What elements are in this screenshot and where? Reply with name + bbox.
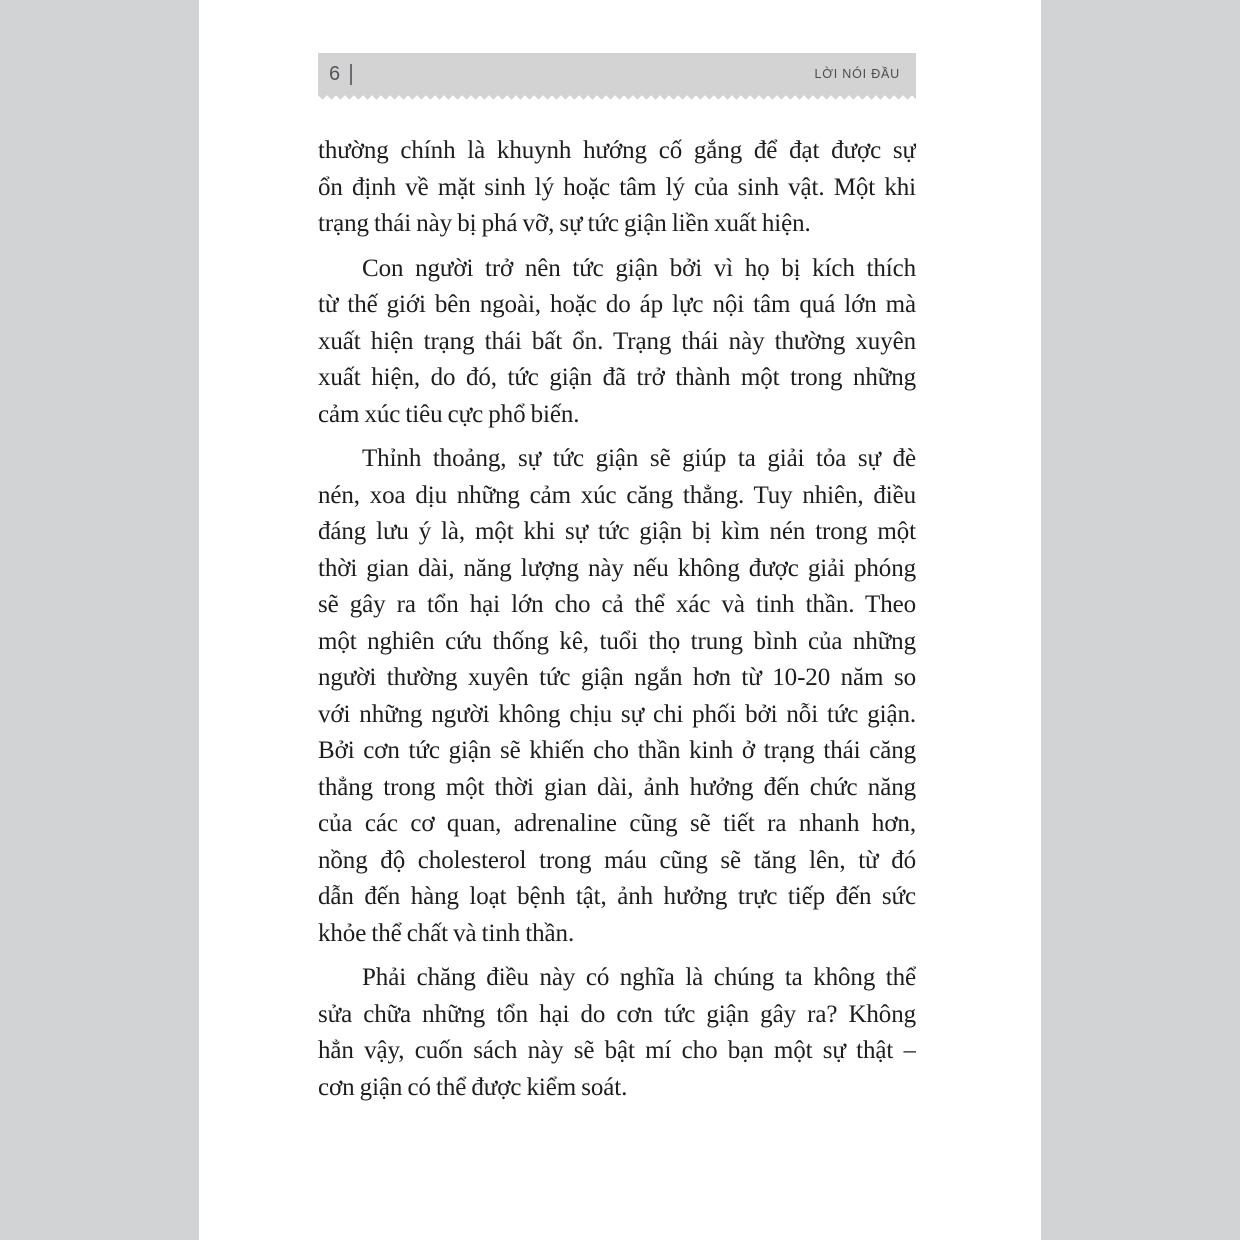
text-line: sẽ gây ra tổn hại lớn cho cả thể xác và tinh thần. Theo — [318, 591, 916, 618]
text-line: thời gian dài, năng lượng này nếu không được giải phóng — [318, 554, 916, 582]
text-line: Phải chăng điều này có nghĩa là chúng ta không thể — [362, 964, 916, 991]
text-line: một nghiên cứu thống kê, tuổi thọ trung bình của những — [318, 627, 916, 655]
text-line: thẳng trong một thời gian dài, ảnh hưởng đến chức năng — [318, 773, 916, 801]
text-line: xuất hiện trạng thái bất ổn. Trạng thái này thường xuyên — [318, 327, 916, 355]
text-line: nén, xoa dịu những cảm xúc căng thẳng. Tuy nhiên, điều — [318, 481, 916, 509]
text-line: hẳn vậy, cuốn sách này sẽ bật mí cho bạn một sự thật – — [318, 1037, 916, 1064]
text-line: Con người trở nên tức giận bởi vì họ bị kích thích — [362, 254, 916, 282]
page-number-group — [329, 63, 352, 86]
text-line: dẫn đến hàng loạt bệnh tật, ảnh hưởng trực tiếp đến sức — [318, 883, 916, 910]
text-line: Bởi cơn tức giận sẽ khiến cho thần kinh ở trạng thái căng — [318, 737, 916, 764]
text-line: khỏe thể chất và tinh thần. — [318, 919, 575, 947]
text-line: thường chính là khuynh hướng cố gắng để đạt được sự — [318, 137, 916, 164]
text-line: ổn định về mặt sinh lý hoặc tâm lý của sinh vật. Một khi — [318, 173, 916, 201]
paragraph — [318, 960, 916, 1106]
running-head — [318, 53, 916, 95]
right-margin-bar — [1041, 0, 1240, 1240]
paragraph — [318, 133, 916, 243]
text-line: từ thế giới bên ngoài, hoặc do áp lực nội tâm quá lớn mà — [318, 291, 916, 318]
paragraph — [318, 441, 916, 952]
left-margin-bar — [0, 0, 199, 1240]
text-line: với những người không chịu sự chi phối bởi nỗi tức giận. — [318, 700, 916, 728]
section-title: LỜI NÓI ĐẦU — [814, 67, 900, 81]
text-line: Thỉnh thoảng, sự tức giận sẽ giúp ta giải tỏa sự đè — [362, 445, 916, 472]
body-text — [318, 133, 916, 1114]
page-number: 6 — [329, 62, 341, 85]
text-line: nồng độ cholesterol trong máu cũng sẽ tăng lên, từ đó — [318, 846, 916, 874]
text-line: xuất hiện, do đó, tức giận đã trở thành một trong những — [318, 364, 916, 391]
text-line: của các cơ quan, adrenaline cũng sẽ tiết ra nhanh hơn, — [318, 810, 916, 837]
text-line: cảm xúc tiêu cực phổ biến. — [318, 400, 580, 428]
text-line: người thường xuyên tức giận ngắn hơn từ 10-20 năm so — [318, 664, 916, 691]
page-number-divider — [350, 64, 352, 85]
text-line: đáng lưu ý là, một khi sự tức giận bị kìm nén trong một — [318, 518, 916, 545]
paragraph — [318, 251, 916, 434]
text-line: trạng thái này bị phá vỡ, sự tức giận liền xuất hiện. — [318, 210, 811, 237]
text-line: cơn giận có thể được kiểm soát. — [318, 1073, 628, 1101]
text-line: sửa chữa những tổn hại do cơn tức giận gây ra? Không — [318, 1000, 916, 1028]
